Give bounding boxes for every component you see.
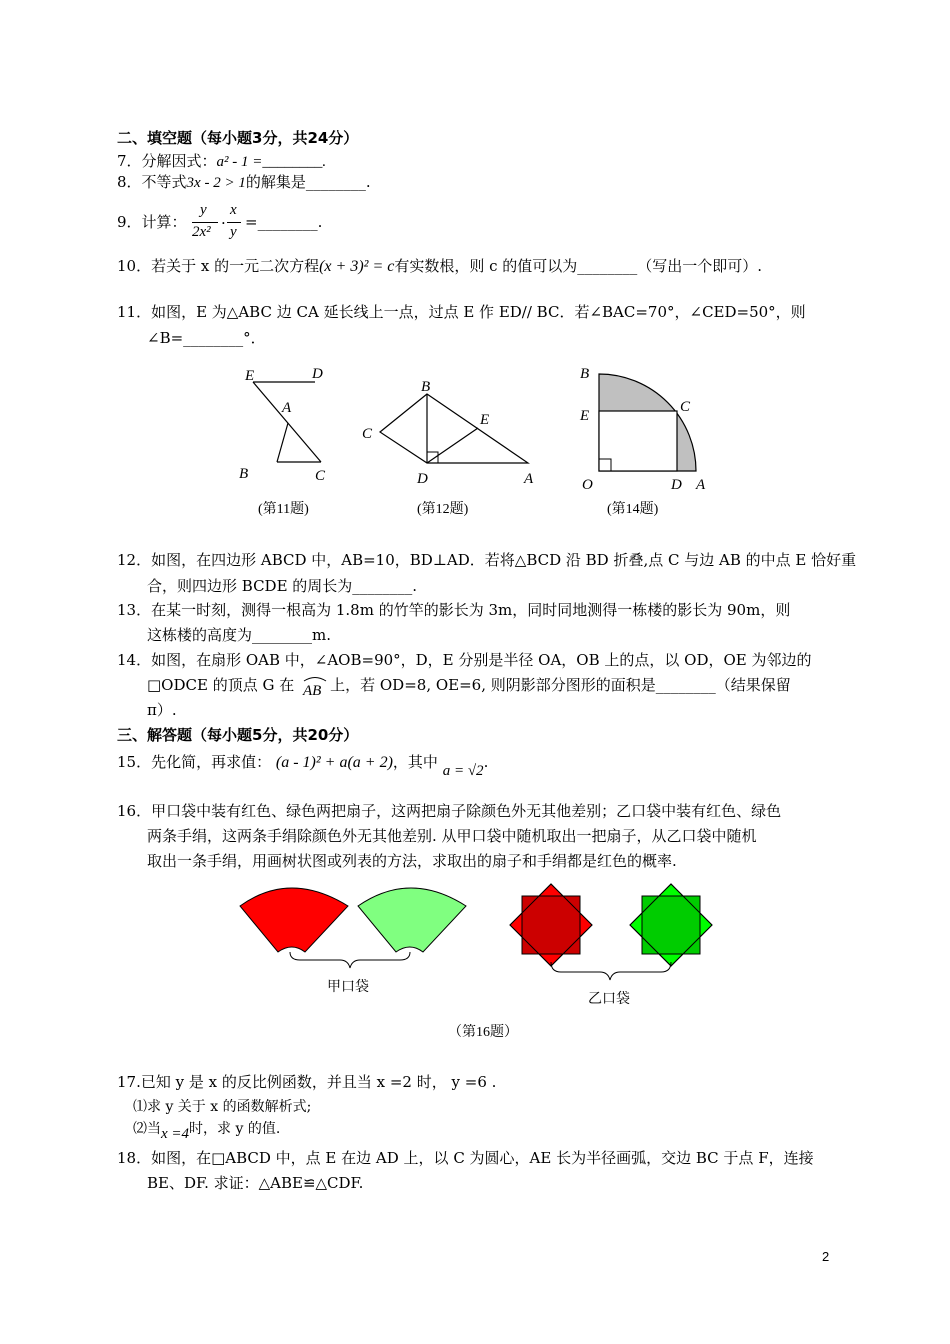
fig11-label-b: B	[239, 466, 249, 482]
fig12-caption: (第12题)	[417, 502, 469, 517]
red-handkerchief-icon	[510, 884, 592, 966]
q15-text: 15．先化简，再求值：	[117, 753, 272, 771]
question-17-line-1: 17.已知 y 是 x 的反比例函数，并且当 x =2 时， y =6 .	[117, 1073, 497, 1091]
question-9	[117, 212, 187, 232]
fig12-label-d: D	[417, 471, 428, 487]
fig11-line-ba	[277, 423, 288, 462]
q8-tail: 的解集是________.	[245, 173, 371, 191]
question-15: 15．先化简，再求值： (a - 1)² + a(a + 2)，其中 a = √2.	[117, 753, 489, 779]
fig12-label-e: E	[480, 412, 490, 428]
bag-a-label: 甲口袋	[327, 979, 369, 995]
q7-text: 7．分解因式：	[117, 152, 217, 170]
q15-value: a = √2	[442, 763, 484, 779]
fig14-label-e: E	[580, 408, 590, 424]
q9-text: 9．计算：	[117, 213, 187, 231]
q9-frac1-den: 2x²	[192, 224, 211, 240]
section-2-title: 二、填空题（每小题3分，共24分）	[117, 129, 359, 147]
fig12-line-de	[427, 428, 478, 463]
q8-math: 3x - 2 > 1	[186, 175, 246, 191]
question-16-line-3: 取出一条手绢，用画树状图或列表的方法，求取出的扇子和手绢都是红色的概率.	[147, 852, 677, 870]
figure-12	[355, 372, 545, 492]
q17-math: x =4	[161, 1126, 190, 1142]
question-16-line-2: 两条手绢，这两条手绢除颜色外无其他差别. 从甲口袋中随机取出一把扇子，从乙口袋中随机	[147, 827, 757, 845]
fig11-label-d: D	[312, 366, 323, 382]
fig14-label-a: A	[696, 477, 706, 493]
question-14-line-2	[147, 675, 791, 699]
q9-frac1-num: y	[200, 202, 207, 218]
question-16-line-1: 16．甲口袋中装有红色、绿色两把扇子，这两把扇子除颜色外无其他差别；乙口袋中装有红色、绿色	[117, 802, 782, 820]
q9-frac1-bar	[192, 222, 218, 223]
q7-math: a² - 1 =________.	[216, 154, 327, 170]
question-10	[117, 256, 762, 277]
figure-16	[230, 882, 730, 1012]
q15-math: (a - 1)² + a(a + 2)	[275, 754, 393, 771]
question-11-line-1: 11．如图，E 为△ABC 边 CA 延长线上一点，过点 E 作 ED// BC．若∠BAC=70°，∠CED=50°，则	[117, 303, 806, 321]
q17-text-c: 时，求 y 的值.	[189, 1121, 281, 1137]
fig14-label-b: B	[580, 366, 590, 382]
q9-frac2-den: y	[230, 224, 237, 240]
green-fan-icon	[358, 888, 466, 952]
q10-math: (x + 3)² = c	[319, 258, 395, 275]
figure-14	[574, 360, 714, 495]
fig11-label-a: A	[282, 400, 292, 416]
q9-frac2-num: x	[230, 202, 237, 218]
question-14-line-3: π）.	[147, 701, 177, 719]
question-12-line-1: 12．如图，在四边形 ABCD 中，AB=10，BD⊥AD．若将△BCD 沿 BD 折叠,点 C 与边 AB 的中点 E 恰好重	[117, 551, 857, 569]
q9-dot: ·	[221, 214, 226, 232]
question-17-line-2: ⑴求 y 关于 x 的函数解析式;	[133, 1099, 312, 1115]
q15-mid: ，其中	[392, 753, 438, 771]
question-13-line-1: 13．在某一时刻，测得一根高为 1.8m 的竹竿的影长为 3m，同时同地测得一栋楼的影长为 90m，则	[117, 601, 791, 619]
fig11-caption: (第11题)	[258, 502, 309, 517]
fig11-label-e: E	[245, 368, 255, 384]
fig14-label-d: D	[671, 477, 682, 493]
question-12-line-2: 合，则四边形 BCDE 的周长为________.	[147, 577, 418, 595]
fig12-label-b: B	[421, 379, 431, 395]
arc-symbol-icon	[303, 676, 327, 682]
q17-text-a: ⑵当	[133, 1121, 161, 1137]
fig14-label-o: O	[582, 477, 593, 493]
question-14-line-1: 14．如图，在扇形 OAB 中，∠AOB=90°，D，E 分别是半径 OA，OB 上的点，以 OD，OE 为邻边的	[117, 651, 812, 669]
question-7	[117, 151, 326, 172]
fig11-line-ec	[253, 382, 321, 462]
fig11-label-c: C	[315, 468, 326, 484]
bag-b-brace	[551, 962, 671, 980]
q9-frac2-bar	[227, 222, 241, 223]
question-18-line-2: BE、DF. 求证：△ABE≌△CDF.	[147, 1174, 364, 1192]
fig14-caption: (第14题)	[607, 502, 659, 517]
fig12-outline	[380, 394, 528, 463]
section-3-title: 三、解答题（每小题5分，共20分）	[117, 726, 359, 744]
q8-text: 8．不等式	[117, 173, 187, 191]
fig12-label-c: C	[362, 426, 373, 442]
fig14-label-c: C	[680, 399, 691, 415]
green-handkerchief-icon	[630, 884, 712, 966]
fig16-caption: （第16题）	[448, 1025, 518, 1040]
fig12-label-a: A	[524, 471, 534, 487]
page-number: 2	[822, 1249, 830, 1264]
question-13-line-2: 这栋楼的高度为________m.	[147, 626, 331, 644]
red-fan-icon	[240, 888, 348, 952]
q10-text: 10．若关于 x 的一元二次方程	[117, 257, 320, 275]
q14-text-c: 上，若 OD=8, OE=6, 则阴影部分图形的面积是________（结果保留	[330, 676, 791, 694]
question-18-line-1: 18．如图，在□ABCD 中，点 E 在边 AD 上，以 C 为圆心，AE 长为半径画弧，交边 BC 于点 F，连接	[117, 1149, 814, 1167]
q10-tail: 有实数根，则 c 的值可以为________（写出一个即可）.	[394, 257, 763, 275]
question-11-line-2: ∠B=________°．	[147, 329, 266, 347]
q14-arc-ab	[303, 680, 321, 701]
q14-arc-label: AB	[303, 683, 322, 699]
question-8	[117, 172, 371, 193]
bag-a-brace	[290, 952, 410, 968]
figure-11	[235, 362, 345, 487]
q14-text-a: □ODCE 的顶点 G 在	[147, 676, 295, 694]
bag-b-label: 乙口袋	[588, 991, 630, 1007]
question-17-line-3	[133, 1119, 281, 1142]
q9-tail: =________.	[245, 213, 323, 231]
